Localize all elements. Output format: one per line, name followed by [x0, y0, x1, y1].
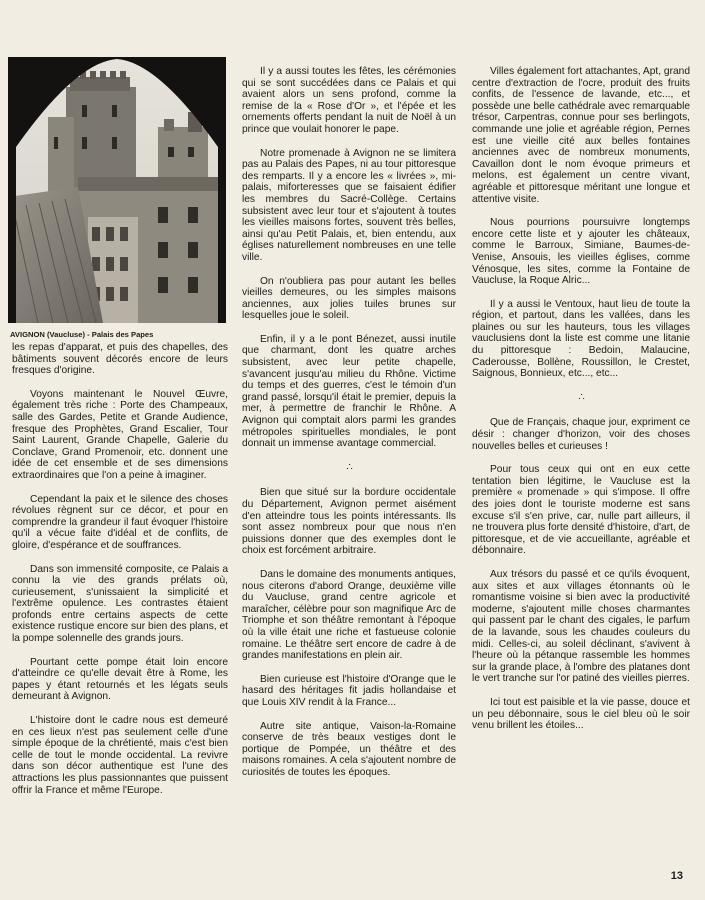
- caption-place: AVIGNON (Vaucluse): [10, 330, 85, 339]
- section-ornament: ∴: [578, 391, 584, 403]
- paragraph: les repas d'apparat, et puis des chapelles, des bâtiments souvent décorés encore de leurs fresques d'origine.: [12, 342, 228, 377]
- paragraph: Pourtant cette pompe était loin encore d'atteindre ce qu'elle devait être à Rome, les papes y étant retournés et les légats seuls demeurant à Avignon.: [12, 656, 228, 703]
- paragraph: Pour tous ceux qui ont en eux cette tentation bien légitime, le Vaucluse est la première « promenade » qui s'impose. Il offre des joies dont le touriste moderne est sans excuse s'il s'en prive, car, nulle part ailleurs, il ne trouvera plus forte densité d'histoire, d'art, de pittoresque, et de vie accueillante, agréable et débonnaire.: [472, 464, 690, 557]
- paragraph: Bien curieuse est l'histoire d'Orange que le hasard des héritages fit jadis hollandaise et que Louis XIV rendit à la France...: [242, 673, 456, 708]
- column-2: [242, 66, 456, 790]
- photo-caption: [10, 330, 226, 339]
- paragraph: L'histoire dont le cadre nous est demeuré en ces lieux n'est pas seulement celle d'une simple époque de la chrétienté, mais c'est bien celle de tout le monde occidental. La revivre dans son décor authentique est l'une des attractions les plus passionnantes que puissent offrir la France et même l'Europe.: [12, 715, 228, 796]
- column-1: [12, 342, 228, 808]
- paragraph: Dans le domaine des monuments antiques, nous citerons d'abord Orange, deuxième ville du Vaucluse, grand centre agricole et maraîcher, célèbre pour son magnifique Arc de Triomphe et son théâtre remontant à l'époque où la ville était une riche et fastueuse colonie romaine. Le théâtre sert encore de cadre à de grandes manifestations en plein air.: [242, 568, 456, 662]
- paragraph: Dans son immensité composite, ce Palais a connu la vie des grands prélats où, curieusement, s'unissaient la simplicité et l'extrême opulence. Les contrastes étaient profonds entre certains aspects de cette existence rustique encore sur bien des plans, et la pompe solennelle des grands jours.: [12, 563, 228, 645]
- paragraph: Notre promenade à Avignon ne se limitera pas au Palais des Papes, ni au tour pittoresque des remparts. Il y a encore les « livrées », mi-palais, miforteresses que se faisaient édifier les membres du Sacré-Collège. Certains subsistent avec leur tour et s'ajoutent à toutes les vieilles maisons fortes, souvent très belles, ainsi qu'au Petit Palais, et, bien entendu, aux églises naturellement nombreuses en une telle ville.: [242, 147, 456, 263]
- paragraph: Villes également fort attachantes, Apt, grand centre d'extraction de l'ocre, produit des fruits confits, de l'essence de lavande, etc..., et possède une belle cathédrale avec remarquable trésor, Carpentras, connue pour ses berlingots, commande une jolie et agréable région, Pernes est une vieille cité aux belles fontaines anciennes avec de nombreux monuments, Cavaillon dont le nom évoque primeurs et melons, est également un centre vivant, agréable et pittoresque méritant une longue et attentive visite.: [472, 66, 690, 205]
- paragraph: Cependant la paix et le silence des choses révolues règnent sur ce décor, et pour en comprendre la grandeur il faut évoquer l'histoire qu'il a vécue faite d'idéal et de conflits, de gloire, d'espérance et de souffrances.: [12, 493, 228, 551]
- page-number: 13: [670, 870, 683, 882]
- paragraph: Il y a aussi le Ventoux, haut lieu de toute la région, et partout, dans les vallées, dans les plaines ou sur les hauteurs, tous les villages vauclusiens dont la liste est comme une litanie du pittoresque : Bedoin, Malaucine, Caderousse, Bollène, Roussillon, le Crestet, Saignous, Bonnieux, etc..., etc...: [472, 298, 690, 380]
- paragraph: On n'oubliera pas pour autant les belles vieilles demeures, ou les simples maisons anciennes, aux jolies tuiles brunes sur lesquelles joue le soleil.: [242, 275, 456, 322]
- column-3: [472, 66, 690, 744]
- paragraph: Autre site antique, Vaison-la-Romaine conserve de très beaux vestiges dont le portique de Pompée, un théâtre et des maisons romaines. A cela s'ajoutent nombre de curiosités de toutes les époques.: [242, 720, 456, 778]
- paragraph: Il y a aussi toutes les fêtes, les cérémonies qui se sont succédées dans ce Palais et qui avaient alors un sens profond, comme la remise de la « Rose d'Or », et l'épée et les ornements offerts pendant la nuit de Noël à un prince que voulait honorer le pape.: [242, 66, 456, 135]
- paragraph: Voyons maintenant le Nouvel Œuvre, également très riche : Porte des Champeaux, salle des Gardes, Petite et Grande Audience, fresque des Prophètes, Grand Escalier, Tour Saint Laurent, Grande Chapelle, Galerie du Conclave, Grand Promenoir, etc. donnent une idée de cet ensemble et de ses dimensions extraordinaires que l'on a peine à imaginer.: [12, 388, 228, 481]
- paragraph: Nous pourrions poursuivre longtemps encore cette liste et y ajouter les châteaux, comme le Barroux, Simiane, Baumes-de-Venise, Ansouis, les vieilles églises, comme Vénosque, les sites, comme la Fontaine de Vaucluse, la Roque Alric...: [472, 217, 690, 287]
- paragraph: Que de Français, chaque jour, expriment ce désir : changer d'horizon, voir des choses nouvelles belles et curieuses !: [472, 417, 690, 452]
- paragraph: Bien que situé sur la bordure occidentale du Département, Avignon permet aisément d'en atteindre tous les points intéressants. Ils sont assez nombreux pour que nous n'en puissions donner que des exemples dont le choix est forcément arbitraire.: [242, 487, 456, 557]
- paragraph: Enfin, il y a le pont Bénezet, aussi inutile que charmant, dont les quatre arches subsistent, avec leur petite chapelle, s'avancent jusqu'au milieu du Rhône. Victime du temps et des guerres, c'est le témoin d'un grand passé, lorsqu'il était le premier, depuis la mer, à permettre de franchir le Rhône. A Avignon qui comptait alors parmi les grandes métropoles spirituelles mondiales, le pont donnait un immense avantage commercial.: [242, 333, 456, 450]
- paragraph: Ici tout est paisible et la vie passe, douce et un peu débonnaire, sous le ciel bleu où le soir venu brillent les étoiles...: [472, 696, 690, 732]
- paragraph: Aux trésors du passé et ce qu'ils évoquent, aux sites et aux villages étonnants où le romantisme voisine si bien avec la productivité moderne, s'ajoutent mille choses charmantes qui passent par le chant des cigales, le parfum de la lavande, sous les chaudes couleurs du midi. Celles-ci, au soleil déclinant, s'avivent à l'heure où la pétanque rassemble les hommes sur la grande place, à l'ombre des platanes dont le vert tranche sur l'or patiné des vieilles pierres.: [472, 568, 690, 685]
- section-ornament: ∴: [346, 461, 352, 473]
- caption-subject: - Palais des Papes: [87, 330, 154, 339]
- palais-des-papes-photo: [8, 57, 226, 323]
